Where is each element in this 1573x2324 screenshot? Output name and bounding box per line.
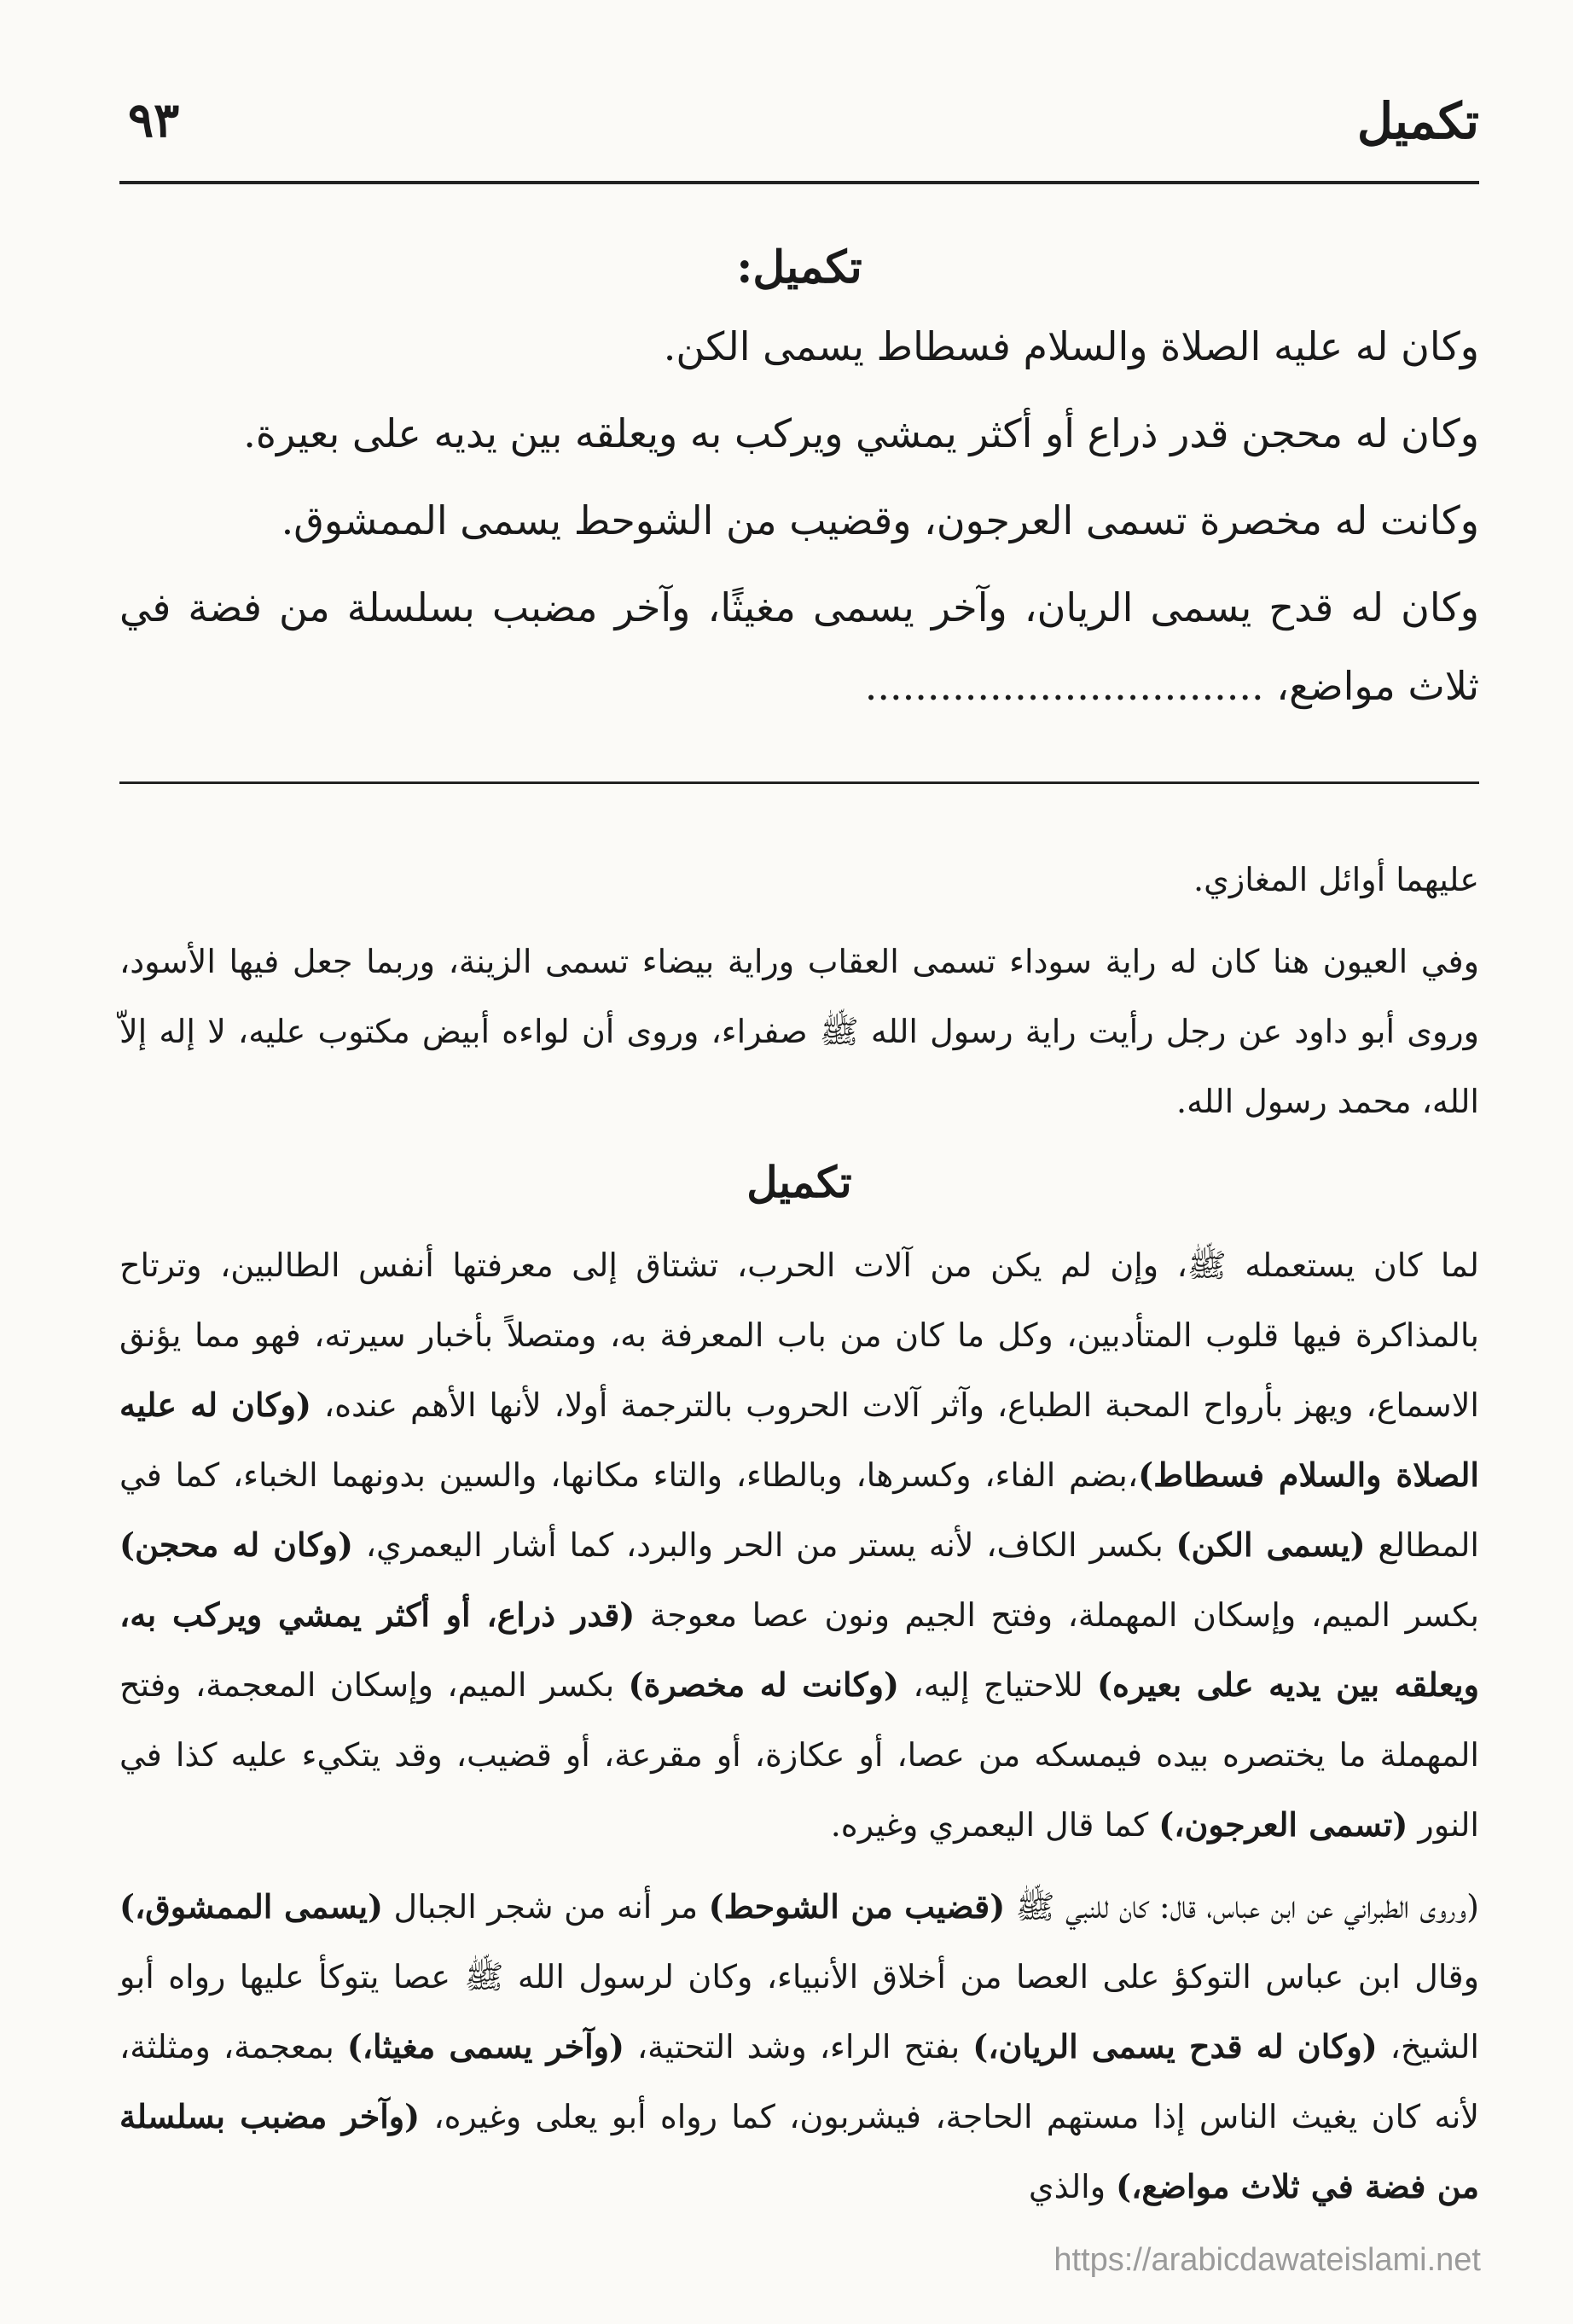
continuation-dots: ................................	[864, 663, 1264, 709]
matn-paragraph: وكانت له مخصرة تسمى العرجون، وقضيب من الشوحط يسمى الممشوق.	[281, 497, 1479, 543]
sharh-paragraph: وفي العيون هنا كان له راية سوداء تسمى العقاب وراية بيضاء تسمى الزينة، وربما جعل فيها الأسود، وروى أبو داود عن رجل رأيت راية رسول الله ﷺ صفراء، وروى أن لواءه أبيض مكتوب عليه، لا إله إلاّ الله، محمد رسول الله.	[119, 943, 1479, 1120]
sharh-text: كما قال اليعمري وغيره.	[830, 1806, 1159, 1844]
sharh-paragraph	[119, 1872, 1479, 2222]
sharh-text: بكسر الكاف، لأنه يستر من الحر والبرد، كما أشار اليعمري،	[353, 1526, 1176, 1564]
quoted-matn: (وكان له قدح يسمى الريان،)	[972, 2027, 1378, 2065]
quoted-matn: (وكان له محجن)	[119, 1525, 353, 1564]
sharh-text: وقال ابن عباس التوكؤ على العصا من أخلاق الأنبياء، وكان لرسول الله ﷺ عصا يتوكأ عليها رواه أبو الشيخ،	[119, 1958, 1479, 2065]
sharh-text: لما كان يستعمله ﷺ، وإن لم يكن من آلات الحرب، تشتاق إلى معرفتها أنفس الطالبين، وترتاح بالمذاكرة فيها قلوب المتأدبين، وكل ما كان من باب المعرفة به، ومتصلاً بأخبار سيرته، فهو مما يؤنق الاسماع، ويهز بأرواح المحبة الطباع، وآثر آلات الحروب بالترجمة أولا، لأنها الأهم عنده،	[119, 1246, 1479, 1424]
matn-section	[119, 229, 1479, 734]
quoted-matn: (وكانت له مخصرة)	[628, 1665, 900, 1704]
quoted-matn: (يسمى الكن)	[1175, 1525, 1366, 1564]
sharh-text: مر أنه من شجر الجبال	[383, 1888, 709, 1926]
sharh-text: للاحتياج إليه،	[899, 1666, 1098, 1704]
page-number: ٩٣	[128, 92, 180, 148]
quoted-matn: (قضيب من الشوحط)	[708, 1887, 1006, 1926]
sharh-text: بمعجمة، ومثلثة، لأنه كان يغيث الناس إذا مستهم الحاجة، فيشربون، كما رواه أبو يعلى وغيره،	[119, 2028, 1479, 2135]
sharh-text: بفتح الراء، وشد التحتية،	[624, 2028, 973, 2065]
sharh-text: بكسر الميم، وإسكان المهملة، وفتح الجيم ونون عصا معوجة	[635, 1596, 1479, 1634]
quoted-matn: (قدر ذراع، أو أكثر يمشي ويركب به، ويعلقه بين يديه على بعيره)	[119, 1595, 1479, 1704]
matn-heading: تكميل:	[736, 241, 862, 293]
sharh-text: (وروى الطبراني عن ابن عباس، قال: كان للنبي ﷺ	[1005, 1888, 1479, 1926]
sharh-paragraph: عليهما أوائل المغازي.	[1193, 861, 1479, 898]
sharh-text: ،بضم الفاء، وكسرها، وبالطاء، والتاء مكانها، والسين بدونهما الخباء، كما في المطالع	[119, 1456, 1479, 1564]
sharh-heading: تكميل	[746, 1157, 852, 1207]
header-rule	[119, 181, 1479, 184]
quoted-matn: (وكان له عليه الصلاة والسلام فسطاط)	[119, 1386, 1479, 1494]
matn-text: وكان له قدح يسمى الريان، وآخر يسمى مغيثًا، وآخر مضبب بسلسلة من فضة في ثلاث مواضع،	[119, 584, 1479, 709]
sharh-text: بكسر الميم، وإسكان المعجمة، وفتح المهملة ما يختصره بيده فيمسكه من عصا، أو عكازة، أو مقرعة، أو قضيب، وقد يتكيء عليه كذا في النور	[119, 1666, 1479, 1844]
quoted-matn: (تسمى العرجون،)	[1158, 1805, 1408, 1844]
sharh-text: والذي	[1028, 2168, 1117, 2205]
matn-paragraph	[119, 568, 1479, 725]
quoted-matn: (وآخر مضبب بسلسلة من فضة في ثلاث مواضع،)	[119, 2097, 1479, 2205]
watermark-url: https://arabicdawateislami.net	[1054, 2242, 1481, 2278]
sharh-paragraph	[119, 1230, 1479, 1860]
matn-paragraph: وكان له عليه الصلاة والسلام فسطاط يسمى الكن.	[663, 323, 1479, 369]
quoted-matn: (يسمى الممشوق،)	[119, 1887, 384, 1926]
running-header-title: تكميل	[1356, 92, 1479, 150]
section-rule	[119, 781, 1479, 784]
sharh-section	[119, 845, 1479, 2234]
quoted-matn: (وآخر يسمى مغيثا،)	[346, 2027, 624, 2065]
matn-paragraph: وكان له محجن قدر ذراع أو أكثر يمشي ويركب به ويعلقه بين يديه على بعيرة.	[243, 410, 1479, 456]
